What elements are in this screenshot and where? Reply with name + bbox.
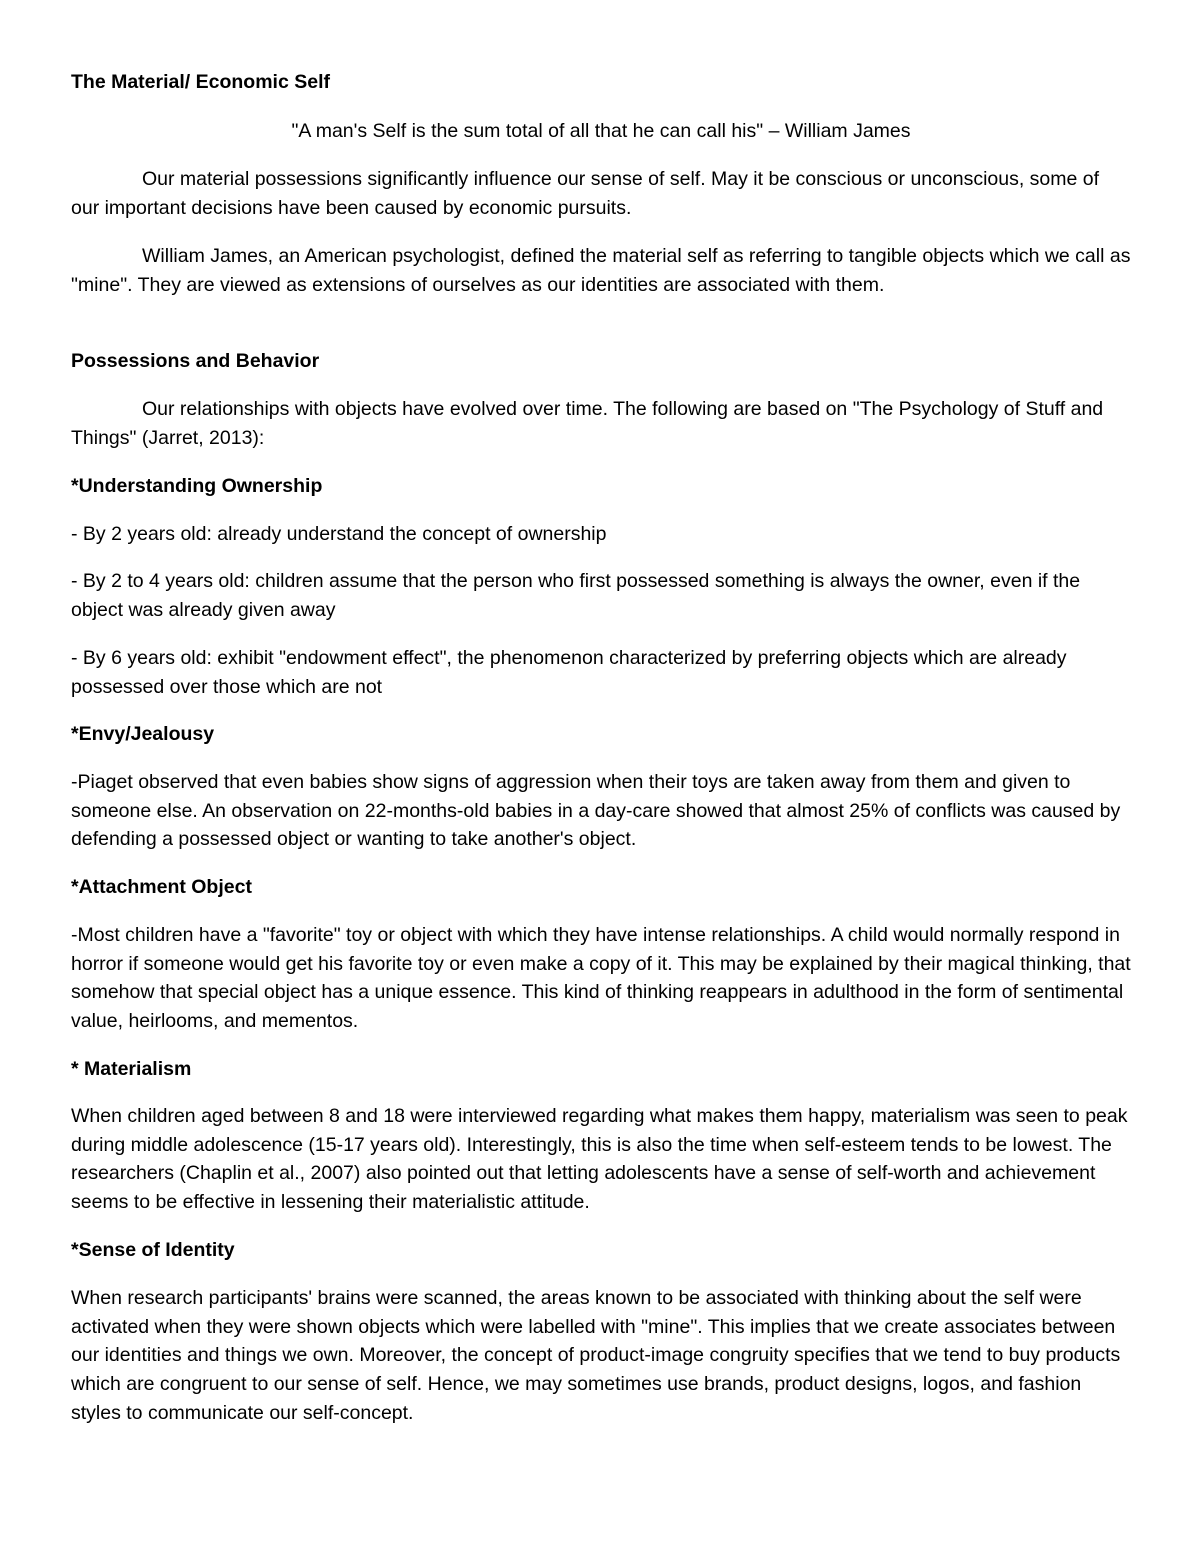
materialism-heading: * Materialism [71, 1058, 192, 1080]
ownership-item: - By 2 years old: already understand the concept of ownership [71, 523, 607, 545]
attachment-heading: *Attachment Object [71, 876, 252, 898]
materialism-paragraph: When children aged between 8 and 18 were interviewed regarding what makes them happy, materialism was seen to peak during middle adolescence (15-17 years old). Interestingly, this is also the time when self-esteem tends to be lowest. The researchers (Chaplin et al., 2007) also pointed out that letting adolescents have a sense of self-worth and achievement seems to be effective in lessening their materialistic attitude. [71, 1105, 1128, 1214]
envy-paragraph: -Piaget observed that even babies show signs of aggression when their toys are taken away from them and given to someone else. An observation on 22-months-old babies in a day-care showed that almost 25% of conflicts was caused by defending a possessed object or wanting to take another's object. [71, 771, 1121, 851]
intro-paragraph-2: William James, an American psychologist, defined the material self as referring to tangible objects which we call as "mine". They are viewed as extensions of ourselves as our identities are associated with them. [71, 245, 1131, 296]
section-intro-paragraph: Our relationships with objects have evolved over time. The following are based on "The Psychology of Stuff and Things" (Jarret, 2013): [71, 398, 1104, 449]
intro-paragraph-1: Our material possessions significantly influence our sense of self. May it be conscious or unconscious, some of our important decisions have been caused by economic pursuits. [71, 168, 1100, 219]
ownership-item: - By 6 years old: exhibit "endowment effect", the phenomenon characterized by preferring objects which are already possessed over those which are not [71, 647, 1067, 698]
identity-heading: *Sense of Identity [71, 1239, 235, 1261]
attachment-paragraph: -Most children have a "favorite" toy or object with which they have intense relationships. A child would normally respond in horror if someone would get his favorite toy or even make a copy of it. This may be explained by their magical thinking, that somehow that special object has a unique essence. This kind of thinking reappears in adulthood in the form of sentimental value, heirlooms, and mementos. [71, 924, 1131, 1033]
ownership-heading: *Understanding Ownership [71, 475, 323, 497]
identity-paragraph: When research participants' brains were scanned, the areas known to be associated with thinking about the self were activated when they were shown objects which were labelled with "mine". This implies that we create associates between our identities and things we own. Moreover, the concept of product-image congruity specifies that we tend to buy products which are congruent to our sense of self. Hence, we may sometimes use brands, product designs, logos, and fashion styles to communicate our self-concept. [71, 1287, 1121, 1424]
ownership-item: - By 2 to 4 years old: children assume that the person who first possessed something is always the owner, even if the object was already given away [71, 570, 1081, 621]
section-heading: Possessions and Behavior [71, 350, 320, 372]
epigraph-quote: "A man's Self is the sum total of all that he can call his" – William James [291, 120, 911, 142]
envy-heading: *Envy/Jealousy [71, 723, 215, 745]
document-title: The Material/ Economic Self [71, 71, 330, 93]
